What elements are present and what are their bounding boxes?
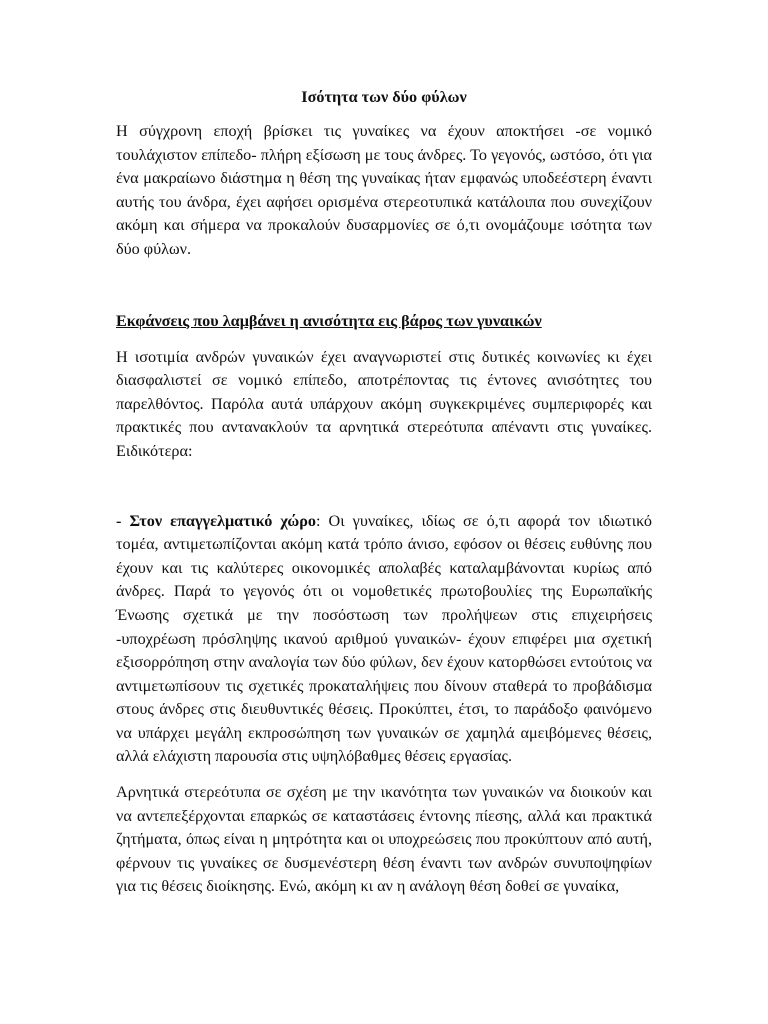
section-heading: Εκφάνσεις που λαμβάνει η ανισότητα εις βάρος των γυναικών — [116, 311, 542, 330]
body-paragraph-workplace — [116, 510, 652, 770]
intro-paragraph: Η σύγχρονη εποχή βρίσκει τις γυναίκες να έχουν αποκτήσει -σε νομικό τουλάχιστον επίπεδο- πλήρη εξίσωση με τους άνδρες. Το γεγονός, ωστόσο, ότι για ένα μακραίωνο διάστημα η θέση της γυναίκας ήταν εμφανώς υποδεέστερη έναντι αυτής του άνδρα, έχει αφήσει ορισμένα στερεοτυπικά κατάλοιπα που συνεχίζουν ακόμη και σήμερα να προκαλούν δυσαρμονίες σε ό,τι ονομάζουμε ισότητα των δύο φύλων. — [116, 122, 652, 258]
workplace-lead-text: - Στον επαγγελματικό χώρο — [116, 511, 316, 530]
workplace-body-text: : Οι γυναίκες, ιδίως σε ό,τι αφορά τον ιδιωτικό τομέα, αντιμετωπίζονται ακόμη κατά τρόπο άνισο, εφόσον οι θέσεις ευθύνης που έχουν και τις καλύτερες οικονομικές απολαβές καταλαμβάνονται κυρίως από άνδρες. Παρά το γεγονός ότι οι νομοθετικές πρωτοβουλίες της Ευρωπαϊκής Ένωσης σχετικά με την ποσόστωση των προλήψεων στις επιχειρήσεις -υποχρέωση πρόσληψης ικανού αριθμού γυναικών- έχουν επιφέρει μια σχετική εξισορρόπηση στην αναλογία των δύο φύλων, δεν έχουν κατορθώσει εντούτοις να αντιμετωπίσουν τις σχετικές προκαταλήψεις που δίνουν σταθερά το προβάδισμα στους άνδρες στις διευθυντικές θέσεις. Προκύπτει, έτσι, το παράδοξο φαινόμενο να υπάρχει μεγάλη εκπροσώπηση των γυναικών σε χαμηλά αμειβόμενες θέσεις, αλλά ελάχιστη παρουσία στις υψηλόβαθμες θέσεις εργασίας. — [116, 511, 652, 766]
document-title: Ισότητα των δύο φύλων — [301, 88, 467, 106]
body-paragraph-equality: Η ισοτιμία ανδρών γυναικών έχει αναγνωριστεί στις δυτικές κοινωνίες κι έχει διασφαλιστεί σε νομικό επίπεδο, αποτρέποντας τις έντονες ανισότητες του παρελθόντος. Παρόλα αυτά υπάρχουν ακόμη συγκεκριμένες συμπεριφορές και πρακτικές που αντανακλούν τα αρνητικά στερεότυπα απέναντι στις γυναίκες. Ειδικότερα: — [116, 347, 652, 460]
body-paragraph-stereotypes: Αρνητικά στερεότυπα σε σχέση με την ικανότητα των γυναικών να διοικούν και να αντεπεξέρχονται επαρκώς σε καταστάσεις έντονης πίεσης, αλλά και πρακτικά ζητήματα, όπως είναι η μητρότητα και οι υποχρεώσεις που προκύπτουν από αυτή, φέρνουν τις γυναίκες σε δυσμενέστερη θέση έναντι των ανδρών συνυποψηφίων για τις θέσεις διοίκησης. Ενώ, ακόμη κι αν η ανάλογη θέση δοθεί σε γυναίκα, — [116, 783, 652, 896]
document-page — [116, 86, 652, 899]
